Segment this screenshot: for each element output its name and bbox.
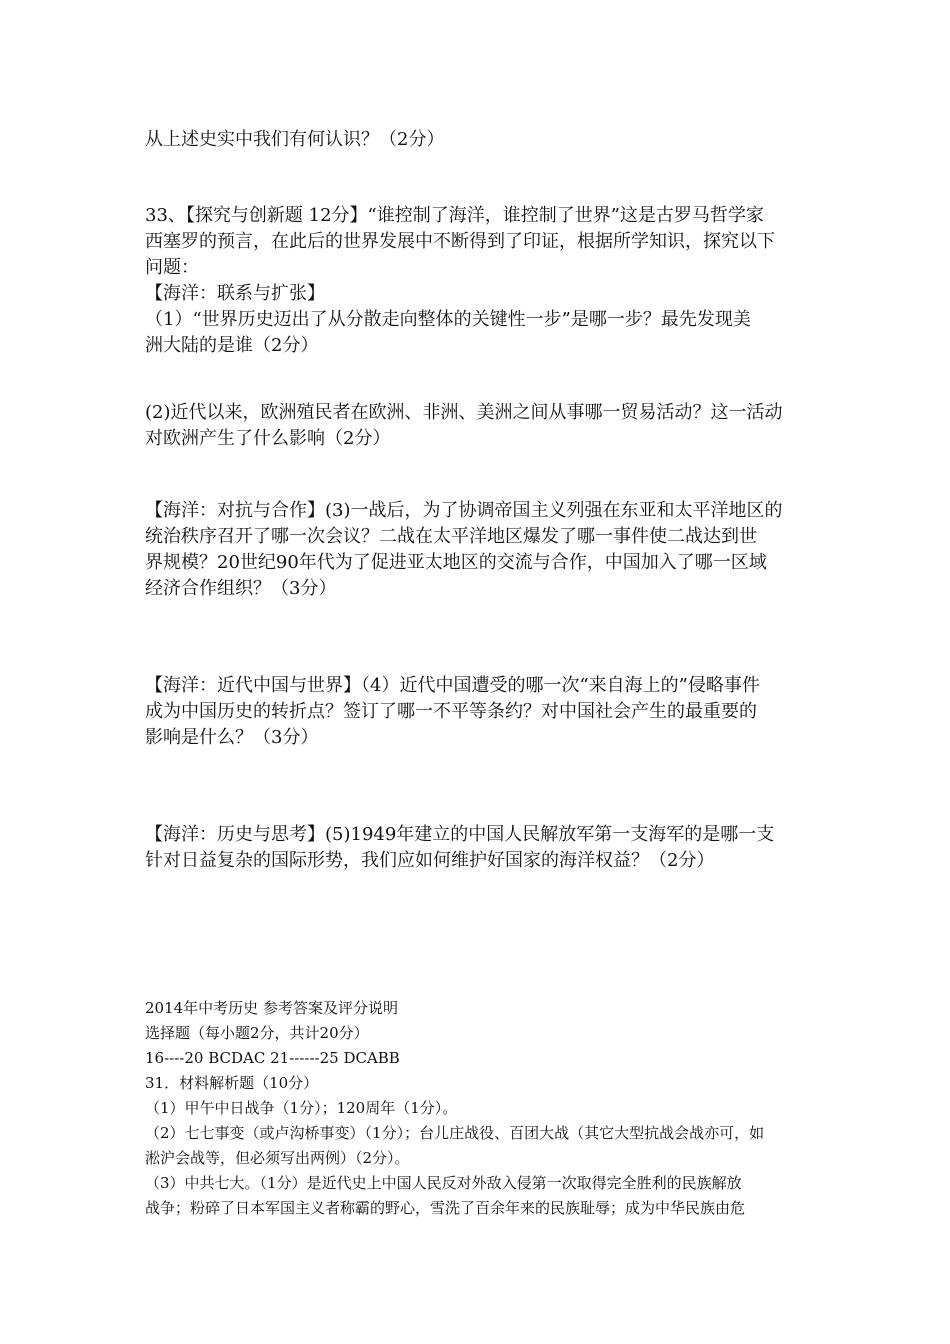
q33-section-1-heading: 【海洋：联系与扩张】 xyxy=(145,283,325,304)
q33-part-2: (2)近代以来，欧洲殖民者在欧洲、非洲、美洲之间从事哪一贸易活动？这一活动 对欧洲产生了什么影响（2分） xyxy=(145,402,783,449)
q33-part-3: 【海洋：对抗与合作】(3)一战后，为了协调帝国主义列强在东亚和太平洋地区的 统治秩序召开了哪一次会议？二战在太平洋地区爆发了哪一事件使二战达到世 界规模？20世纪90年代为了促进亚太地区的交流与合作，中国加入了哪一区域 经济合作组织？（3分） xyxy=(145,500,783,599)
q33-intro: 33、【探究与创新题 12分】“谁控制了海洋，谁控制了世界”这是古罗马哲学家 西塞罗的预言，在此后的世界发展中不断得到了印证，根据所学知识，探究以下 问题： 【海洋：联系与扩张】 （1）“世界历史迈出了从分散走向整体的关键性一步”是哪一步？最先发现美 洲大陆的是谁（2分） xyxy=(145,203,813,359)
q33-part-5: 【海洋：历史与思考】(5)1949年建立的中国人民解放军第一支海军的是哪一支 针对日益复杂的国际形势，我们应如何维护好国家的海洋权益？（2分） xyxy=(145,824,775,871)
answer-key: 2014年中考历史 参考答案及评分说明 选择题（每小题2分，共计20分） 16----20 BCDAC 21------25 DCABB 31．材料解析题（10分） （1）甲午中日战争（1分）；120周年（1分）。 （2）七七事变（或卢沟桥事变）（1分）；台儿庄战役、百团大战（其它大型抗战会战亦可，如 淞沪会战等，但必须写出两例）（2分）。 （3）中共七大。（1分）是近代史上中国人民反对外敌入侵第一次取得完全胜利的民族解放 战争；粉碎了日本军国主义者称霸的野心，雪洗了百余年来的民族耻辱；成为中华民族由危 xyxy=(145,996,813,1221)
q33-part-4: 【海洋：近代中国与世界】（4）近代中国遭受的哪一次“来自海上的”侵略事件 成为中国历史的转折点？签订了哪一不平等条约？对中国社会产生的最重要的 影响是什么？（3分） xyxy=(145,675,760,748)
answer-key-title: 2014年中考历史 参考答案及评分说明 xyxy=(145,999,398,1017)
q32-tail: 从上述史实中我们有何认识？（2分） xyxy=(145,129,445,150)
